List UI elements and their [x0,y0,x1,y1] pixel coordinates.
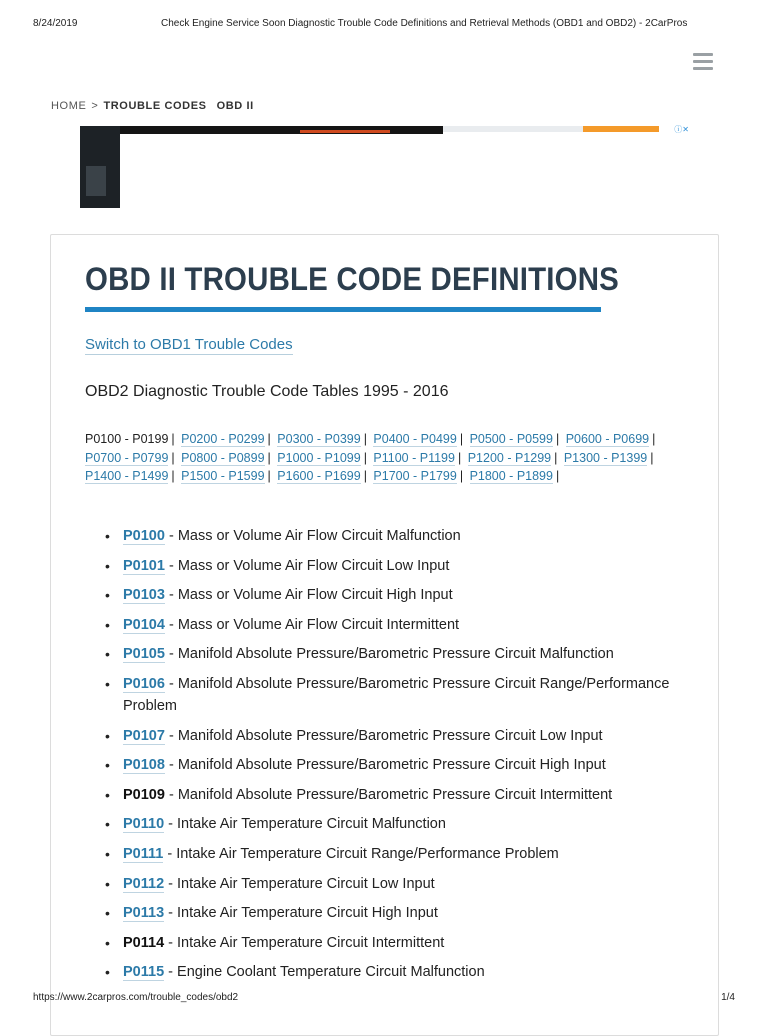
code-range-link[interactable]: P1300 - P1399 [563,450,648,465]
code-range-current: P0100 - P0199 [85,432,169,446]
advertisement-banner[interactable] [80,126,689,208]
code-range-link[interactable]: P0500 - P0599 [469,432,553,446]
range-separator: | [171,450,175,465]
range-separator: | [459,469,464,483]
bullet-icon: • [105,905,110,922]
ad-image [80,126,120,208]
list-item [85,754,685,776]
trouble-code-link[interactable]: P0115 [123,964,165,981]
bullet-icon: • [105,727,110,744]
trouble-code-description: - Mass or Volume Air Flow Circuit High Input [164,587,453,604]
trouble-code-list [85,525,685,991]
range-separator: | [554,450,558,465]
breadcrumb [51,100,254,112]
breadcrumb-separator: > [91,100,99,112]
code-range-link[interactable]: P0800 - P0899 [181,450,265,465]
bullet-icon: • [105,557,110,574]
list-item [85,525,685,547]
bullet-icon: • [105,816,110,833]
range-separator: | [171,469,175,483]
list-item [85,902,685,924]
trouble-code-link[interactable]: P0101 [123,557,165,574]
code-range-link[interactable]: P1800 - P1899 [469,469,553,483]
code-range-link[interactable]: P1500 - P1599 [181,469,265,483]
range-separator: | [650,450,654,465]
range-separator: | [363,450,367,465]
breadcrumb-obd2: OBD II [216,100,254,112]
range-separator: | [267,432,271,446]
list-item [85,843,685,865]
trouble-code-link[interactable]: P0112 [123,875,165,892]
trouble-code-description: - Manifold Absolute Pressure/Barometric Pressure Circuit High Input [164,757,606,774]
list-item [85,932,685,954]
code-range-link[interactable]: P0600 - P0699 [565,432,650,446]
trouble-code-link[interactable]: P0103 [123,587,165,604]
breadcrumb-home-link[interactable]: HOME [51,100,87,112]
trouble-code-description: - Mass or Volume Air Flow Circuit Low Input [164,557,450,574]
trouble-code-link[interactable]: P0100 [123,528,165,544]
ad-close-icon[interactable]: ⓘ✕ [674,125,689,134]
list-item [85,725,685,747]
ad-grey-strip [443,126,583,132]
list-item [85,673,685,717]
list-item [85,784,685,806]
list-item [85,813,685,835]
range-separator: | [555,469,560,483]
code-range-link[interactable]: P0700 - P0799 [85,450,169,465]
trouble-code-description: - Manifold Absolute Pressure/Barometric Pressure Circuit Intermittent [164,786,613,803]
list-item [85,961,685,983]
list-item [85,643,685,665]
title-underline [85,307,601,312]
bullet-icon: • [105,757,110,774]
bullet-icon: • [105,964,110,981]
trouble-code-link[interactable]: P0108 [123,757,165,774]
hamburger-menu-icon[interactable] [693,53,713,71]
code-range-link[interactable]: P0300 - P0399 [277,432,361,446]
range-separator: | [267,469,271,483]
print-page-title: Check Engine Service Soon Diagnostic Trouble Code Definitions and Retrieval Methods (OBD1 and OBD2) - 2CarPros [161,18,688,29]
trouble-code-description: - Intake Air Temperature Circuit Intermittent [164,934,445,951]
range-separator: | [652,432,656,446]
content-card [50,234,719,1036]
list-item [85,555,685,577]
trouble-code-description: - Mass or Volume Air Flow Circuit Malfunction [164,528,461,544]
trouble-code-description: - Manifold Absolute Pressure/Barometric Pressure Circuit Low Input [164,727,603,744]
trouble-code-link[interactable]: P0111 [123,845,164,862]
list-item [85,614,685,636]
trouble-code-link[interactable]: P0104 [123,616,165,633]
breadcrumb-trouble-codes[interactable]: TROUBLE CODES [103,100,207,112]
trouble-code-link[interactable]: P0105 [123,646,165,663]
bullet-icon: • [105,875,110,892]
bullet-icon: • [105,587,110,604]
bullet-icon: • [105,934,110,951]
trouble-code-description: - Intake Air Temperature Circuit High Input [164,905,438,922]
code-range-link[interactable]: P1200 - P1299 [467,450,552,465]
trouble-code-description: - Manifold Absolute Pressure/Barometric Pressure Circuit Malfunction [164,646,614,663]
trouble-code-description: - Engine Coolant Temperature Circuit Malfunction [164,964,485,981]
bullet-icon: • [105,675,110,692]
bullet-icon: • [105,786,110,803]
trouble-code-link[interactable]: P0106 [123,675,165,692]
page-title: OBD II TROUBLE CODE DEFINITIONS [85,261,620,297]
list-item [85,584,685,606]
print-footer [33,992,735,1006]
range-separator: | [363,469,367,483]
code-range-link[interactable]: P1100 - P1199 [373,450,455,465]
code-range-list [85,430,675,486]
ad-dark-strip [120,126,443,134]
trouble-code-description: - Intake Air Temperature Circuit Range/Performance Problem [163,845,559,862]
print-header [33,18,735,32]
code-range-link[interactable]: P1700 - P1799 [373,469,457,483]
switch-obd1-link[interactable]: Switch to OBD1 Trouble Codes [85,336,293,353]
trouble-code-description: - Mass or Volume Air Flow Circuit Intermittent [164,616,460,633]
trouble-code-description: - Intake Air Temperature Circuit Low Input [164,875,435,892]
code-range-link[interactable]: P1400 - P1499 [85,469,169,483]
print-date: 8/24/2019 [33,18,78,29]
code-range-link[interactable]: P0200 - P0299 [181,432,265,446]
range-separator: | [555,432,560,446]
list-item [85,873,685,895]
print-page-number: 1/4 [721,992,735,1003]
range-separator: | [459,432,464,446]
bullet-icon: • [105,646,110,663]
bullet-icon: • [105,845,110,862]
trouble-code: P0109 [123,786,165,803]
trouble-code-link[interactable]: P0107 [123,727,165,744]
bullet-icon: • [105,528,110,544]
tables-subheading: OBD2 Diagnostic Trouble Code Tables 1995 - 2016 [85,383,449,400]
trouble-code-description: - Manifold Absolute Pressure/Barometric Pressure Circuit Range/Performance Problem [123,675,670,714]
range-separator: | [267,450,271,465]
bullet-icon: • [105,616,110,633]
code-range-link[interactable]: P1000 - P1099 [277,450,361,465]
ad-orange-strip [583,126,659,132]
range-separator: | [363,432,367,446]
trouble-code: P0114 [123,934,165,951]
range-separator: | [171,432,175,446]
trouble-code-link[interactable]: P0113 [123,905,165,922]
range-separator: | [457,450,462,465]
code-range-link[interactable]: P0400 - P0499 [373,432,457,446]
trouble-code-link[interactable]: P0110 [123,816,165,833]
code-range-link[interactable]: P1600 - P1699 [277,469,361,483]
print-url: https://www.2carpros.com/trouble_codes/obd2 [33,992,239,1003]
trouble-code-description: - Intake Air Temperature Circuit Malfunction [164,816,446,833]
